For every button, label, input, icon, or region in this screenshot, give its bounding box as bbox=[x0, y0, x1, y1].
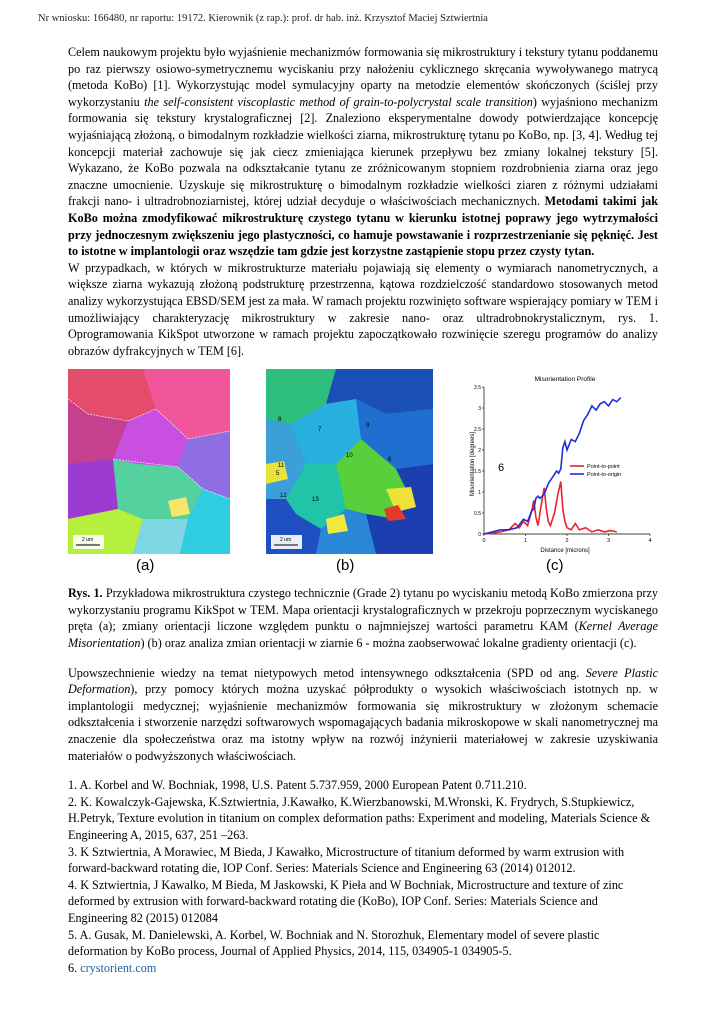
chart-title: Misorientation Profile bbox=[534, 376, 596, 384]
y-tick-label: 0 bbox=[478, 532, 481, 539]
figure-label-c: (c) bbox=[546, 557, 564, 575]
text-run: ), przy pomocy których można uzyskać półprodukty o wysokich właściwościach istotnych np. w implantologii medycznej; wyjaśnienie mechanizmów formowania się mikrostruktury w złożonym schemacie odkształcenia i stworzenie narzędzi softwarowych wspomagających badania mikroskopowe w skali nanometrycznej ma znaczenie dla społeczeństwa oraz ma istotny wpływ na rozwój inżynierii materiałowej w zakresie uzyskiwania materiałów o podwyższonych właściwościach. bbox=[68, 682, 658, 763]
y-tick-label: 0.5 bbox=[474, 511, 481, 518]
report-header: Nr wniosku: 166480, nr raportu: 19172. Kierownik (z rap.): prof. dr hab. inż. Krzysztof Maciej Sztwiertnia bbox=[38, 13, 488, 24]
italic-run: the self-consistent viscoplastic method of grain-to-polycrystal scale transition bbox=[144, 94, 533, 109]
figure-label-b: (b) bbox=[336, 557, 355, 575]
grain-number: 5 bbox=[276, 471, 280, 478]
chart-annotation: 6 bbox=[498, 462, 505, 475]
bold-run: Metodami takimi jak KoBo można zmodyfikować mikrostrukturę czystego tytanu w kierunku istotnej poprawy jego wytrzymałości przy jednoczesnym zwiększeniu jego plastyczności, co hamuje powstawanie i rozprzestrzenianie się pęknięć. Jest to istotne w implantologii oraz wszędzie tam gdzie jest korzystne zastąpienie stopu przez czysty tytan. bbox=[68, 194, 659, 259]
reference-number: 6. bbox=[68, 960, 81, 975]
misorientation-chart bbox=[460, 369, 660, 554]
scalebar-label: 2 um bbox=[82, 537, 94, 544]
y-tick-label: 1 bbox=[478, 490, 481, 497]
text-run: Upowszechnienie wiedzy na temat nietypowych metod intensywnego odkształcenia (SPD od ang. bbox=[68, 665, 586, 680]
grain-number: 10 bbox=[346, 453, 353, 460]
reference-item: 2. K. Kowalczyk-Gajewska, K.Sztwiertnia, J.Kawałko, K.Wierzbanowski, M.Wronski, K. Frydrych, S.Stupkiewicz, H.Petryk, Texture evolution in titanium on complex deformation paths: Experiment and modeling, Materials Science & Engineering A, 2015, 637, 251 –263. bbox=[68, 794, 651, 842]
legend-label: Point-to-origin bbox=[587, 472, 622, 479]
x-axis-label: Distance [microns] bbox=[540, 548, 590, 555]
text-run: ) (b) oraz analiza zmian orientacji w ziarnie 6 - można zaobserwować lokalne gradienty orientacji (c). bbox=[140, 636, 637, 651]
reference-item: 1. A. Korbel and W. Bochniak, 1998, U.S. Patent 5.737.959, 2000 European Patent 0.711.210. bbox=[68, 778, 527, 793]
kam-map-b bbox=[266, 369, 433, 554]
grain-number: 8 bbox=[278, 417, 282, 424]
paragraph-dissemination bbox=[68, 665, 658, 765]
text-run: Przykładowa mikrostruktura czystego technicznie (Grade 2) tytanu po wyciskaniu metodą KoBo zmierzona przy wykorzystaniu programu KikSpot w TEM. Mapa orientacji krystalograficznych w przekroju poprzecznym wyciskanego pręta (a); zmiany orientacji liczone względem punktu o najmniejszej wartości parametru KAM ( bbox=[68, 586, 658, 634]
grain-number: 12 bbox=[280, 493, 287, 500]
italic-run: Kernel Average Misorientation bbox=[68, 619, 658, 651]
figure-1 bbox=[68, 369, 658, 579]
grain-number: 11 bbox=[278, 463, 285, 470]
x-tick-label: 4 bbox=[648, 538, 652, 545]
chart-legend bbox=[570, 464, 621, 478]
references bbox=[68, 777, 658, 976]
grain-number: 7 bbox=[318, 427, 322, 434]
y-tick-label: 2 bbox=[478, 448, 481, 455]
x-tick-label: 0 bbox=[482, 538, 486, 545]
orientation-map-a bbox=[68, 369, 230, 554]
x-tick-label: 3 bbox=[606, 538, 611, 545]
y-tick-label: 1.5 bbox=[474, 469, 481, 476]
reference-item bbox=[68, 960, 658, 977]
series-line-point-to-point bbox=[484, 482, 617, 535]
scalebar-label: 2 um bbox=[280, 537, 292, 544]
figure-label-a: (a) bbox=[136, 557, 155, 575]
grain-number: 13 bbox=[312, 497, 319, 504]
grain bbox=[68, 459, 118, 519]
y-axis-label: Misorientation [degrees] bbox=[470, 432, 476, 497]
grain-number: 9 bbox=[366, 423, 370, 430]
reference-item: 3. K Sztwiertnia, A Morawiec, M Bieda, J Kawałko, Microstructure of titanium deformed by warm extrusion with forward-backward rotating die, IOP Conf. Series: Materials Science and Engineering 63 (2014) 012012. bbox=[68, 844, 625, 876]
reference-item: 4. K Sztwiertnia, J Kawalko, M Bieda, M Jaskowski, K Pieła and W Bochniak, Microstructure and texture of zinc deformed by extrusion with forward-backward rotating die (KoBo), IOP Conf. Series: Materials Science and Engineering 82 (2015) 012084 bbox=[68, 877, 624, 925]
y-tick-label: 3 bbox=[478, 406, 481, 413]
crystorient-link[interactable]: crystorient.com bbox=[80, 960, 157, 975]
paragraph-goals bbox=[68, 44, 658, 260]
x-tick-label: 2 bbox=[565, 538, 569, 545]
italic-run: Severe Plastic Deformation bbox=[68, 665, 658, 697]
text-run: Celem naukowym projektu było wyjaśnienie mechanizmów formowania się mikrostruktury i tekstury tytanu poddanemu po raz pierwszy osiowo-symetrycznemu wyciskaniu przy nałożeniu cyklicznego skręcania wywoływanego matrycą (metoda KoBo) [1]. Wykorzystując model symulacyjny oparty na metodzie elementów skończonych (ściślej przy wykorzystaniu bbox=[68, 45, 658, 109]
document-body bbox=[68, 44, 658, 976]
caption-label: Rys. 1. bbox=[68, 586, 103, 601]
legend-label: Point-to-point bbox=[587, 464, 620, 471]
paragraph-kikspot: W przypadkach, w których w mikrostrukturze materiału pojawiają się elementy o wymiarach nanometrycznych, a większe ziarna wykazują złożoną podstrukturę przestrzenna, kątowa rozdzielczość standardowo stosowanych metod analizy wykorzystująca EBSD/SEM jest za mała. W ramach projektu rozwinięto software wspierający pomiary w TEM i umożliwiający charakteryzację mikrostruktury w zakresie nano- oraz ultradrobnokrystalicznym, rys. 1. Oprogramowania KikSpot utworzone w ramach projektu zapoczątkowało rozwinięcie szeregu programów do analizy obrazów dyfrakcyjnych w TEM [6]. bbox=[68, 260, 658, 358]
figure-caption bbox=[68, 585, 658, 651]
y-tick-label: 3.5 bbox=[474, 385, 481, 392]
grain-number: 6 bbox=[388, 457, 392, 464]
y-tick-label: 2.5 bbox=[474, 427, 481, 434]
reference-item: 5. A. Gusak, M. Danielewski, A. Korbel, W. Bochniak and N. Storozhuk, Elementary model of severe plastic deformation by KoBo process, Journal of Applied Physics, 2014, 115, 034905-1 034905-5. bbox=[68, 927, 600, 959]
text-run: ) wyjaśniono mechanizm formowania się tekstury krystalograficznej [2]. Znaleziono eksperymentalne dowody potwierdzające koncepcję wyjaśniającą złożoną, o bimodalnym rozkładzie wielkości ziarna, mikrostrukturę tytanu po KoBo, np. [3, 4]. Według tej koncepcji materiał zachowuje się jak ciecz zmieniająca kierunek przepływu bez zmiany lokalnej tekstury [5]. Wykazano, że KoBo pozwala na odkształcanie tytanu ze zróżnicowanym stopniem rozdrobnienia ziarna oraz jego znaczne umocnienie. Uzyskuje się mikrostrukturę o bimodalnym rozkładzie wielkości ziaren z różnymi udziałami frakcji nano- i ultradrobnoziarnistej, której udział decyduje o właściwościach mechanicznych. bbox=[68, 94, 658, 209]
x-tick-label: 1 bbox=[523, 538, 528, 545]
